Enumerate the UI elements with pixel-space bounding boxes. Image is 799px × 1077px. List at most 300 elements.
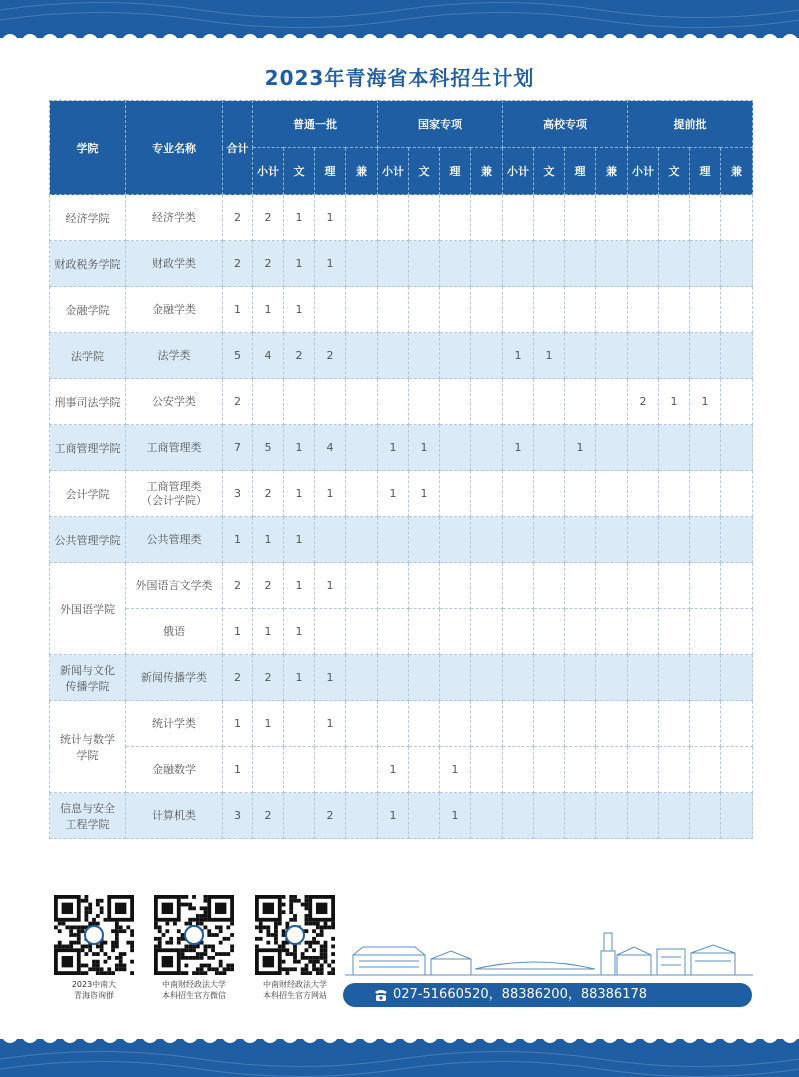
cell-value: [534, 517, 565, 563]
cell-value: 1: [315, 471, 346, 517]
table-row: [50, 517, 753, 563]
cell-value: [690, 333, 721, 379]
cell-value: [659, 655, 690, 701]
cell-value: [503, 655, 534, 701]
cell-value: [721, 425, 753, 471]
cell-major: 工商管理类: [126, 425, 223, 471]
cell-value: [346, 793, 378, 839]
table-row: [50, 287, 753, 333]
qr-caption-line: 2023中南大: [71, 980, 117, 989]
cell-value: 1: [284, 517, 315, 563]
cell-major: 公安学类: [126, 379, 223, 425]
cell-value: [628, 563, 659, 609]
cell-value: [628, 287, 659, 333]
cell-value: [471, 333, 503, 379]
cell-value: 1: [253, 517, 284, 563]
cell-value: [346, 241, 378, 287]
cell-value: [409, 241, 440, 287]
cell-major: 公共管理类: [126, 517, 223, 563]
header-sub-science: 理: [315, 148, 346, 195]
cell-value: [659, 701, 690, 747]
cell-major: 统计学类: [126, 701, 223, 747]
qr-caption: [154, 979, 234, 1001]
cell-value: [596, 425, 628, 471]
cell-value: [378, 195, 409, 241]
cell-value: [534, 287, 565, 333]
cell-value: 1: [284, 471, 315, 517]
cell-value: [534, 655, 565, 701]
cell-value: [471, 379, 503, 425]
header-sub-subtotal: 小计: [253, 148, 284, 195]
cell-value: 4: [315, 425, 346, 471]
cell-total: 1: [223, 517, 253, 563]
cell-value: 1: [315, 241, 346, 287]
cell-value: 1: [284, 287, 315, 333]
cell-value: [565, 333, 596, 379]
cell-value: [659, 287, 690, 333]
cell-value: [440, 287, 471, 333]
cell-value: [503, 563, 534, 609]
cell-value: 1: [253, 609, 284, 655]
cell-value: [471, 747, 503, 793]
header-sub-arts: 文: [659, 148, 690, 195]
cell-value: [471, 793, 503, 839]
table-row: [50, 747, 753, 793]
qr-block-website: [255, 895, 335, 1001]
cell-value: [721, 609, 753, 655]
cell-value: [315, 287, 346, 333]
qr-code-icon: [54, 895, 134, 975]
cell-value: [565, 195, 596, 241]
cell-value: [565, 747, 596, 793]
cell-total: 1: [223, 609, 253, 655]
cell-value: [628, 793, 659, 839]
header-sub-science: 理: [440, 148, 471, 195]
cell-value: [596, 655, 628, 701]
cell-value: [315, 379, 346, 425]
cell-value: [503, 379, 534, 425]
cell-value: [471, 287, 503, 333]
enrollment-plan-table: [49, 100, 753, 839]
cell-total: 2: [223, 563, 253, 609]
cell-value: [378, 379, 409, 425]
cell-value: [721, 333, 753, 379]
cell-value: [565, 471, 596, 517]
cell-value: [471, 517, 503, 563]
cell-value: [440, 655, 471, 701]
cell-value: [659, 609, 690, 655]
cell-value: [503, 517, 534, 563]
table-row: [50, 793, 753, 839]
cell-value: 5: [253, 425, 284, 471]
cell-value: [346, 747, 378, 793]
cell-value: [440, 563, 471, 609]
cell-value: [628, 701, 659, 747]
cell-value: [440, 333, 471, 379]
cell-value: [721, 655, 753, 701]
cell-value: [596, 333, 628, 379]
cell-value: 2: [253, 195, 284, 241]
cell-value: [596, 793, 628, 839]
cell-value: 1: [565, 425, 596, 471]
cell-value: [471, 241, 503, 287]
cell-value: [628, 425, 659, 471]
cell-value: [721, 471, 753, 517]
cell-value: [628, 747, 659, 793]
cell-major: 法学类: [126, 333, 223, 379]
cell-value: [409, 747, 440, 793]
cell-value: [471, 471, 503, 517]
cell-value: 1: [284, 563, 315, 609]
cell-total: 1: [223, 747, 253, 793]
cell-value: [596, 287, 628, 333]
cell-value: [440, 241, 471, 287]
cell-value: [471, 425, 503, 471]
cell-value: [628, 609, 659, 655]
cell-value: [565, 241, 596, 287]
cell-value: 2: [253, 471, 284, 517]
cell-major: 金融学类: [126, 287, 223, 333]
cell-total: 7: [223, 425, 253, 471]
cell-value: [440, 471, 471, 517]
cell-value: [565, 655, 596, 701]
cell-value: [659, 241, 690, 287]
cell-value: 1: [284, 195, 315, 241]
cell-value: 1: [284, 609, 315, 655]
cell-value: 1: [659, 379, 690, 425]
table-row: [50, 241, 753, 287]
table-row: [50, 701, 753, 747]
cell-value: [534, 379, 565, 425]
cell-college: 信息与安全 工程学院: [50, 793, 126, 839]
cell-major: 财政学类: [126, 241, 223, 287]
cell-value: [409, 793, 440, 839]
footer: [0, 895, 799, 1015]
cell-value: [409, 563, 440, 609]
cell-value: 1: [284, 241, 315, 287]
header-sub-arts: 文: [409, 148, 440, 195]
cell-college: 财政税务学院: [50, 241, 126, 287]
cell-college: 经济学院: [50, 195, 126, 241]
cell-value: [378, 701, 409, 747]
cell-value: [690, 287, 721, 333]
cell-value: [721, 701, 753, 747]
header-group-university: 高校专项: [503, 101, 628, 148]
cell-value: [690, 563, 721, 609]
cell-college: 外国语学院: [50, 563, 126, 655]
cell-value: [471, 563, 503, 609]
cell-total: 2: [223, 195, 253, 241]
cell-value: [721, 287, 753, 333]
cell-value: 2: [284, 333, 315, 379]
cell-value: [503, 471, 534, 517]
cell-value: [690, 747, 721, 793]
cell-total: 3: [223, 793, 253, 839]
header-sub-subtotal: 小计: [378, 148, 409, 195]
cell-value: [659, 747, 690, 793]
table-body: [50, 195, 753, 839]
cell-value: [690, 517, 721, 563]
top-decor-band: [0, 0, 799, 38]
cell-value: [378, 609, 409, 655]
cell-college: 统计与数学 学院: [50, 701, 126, 793]
cell-value: [534, 425, 565, 471]
cell-value: [628, 195, 659, 241]
cell-value: 1: [378, 747, 409, 793]
header-group-regular: 普通一批: [253, 101, 378, 148]
cell-value: [534, 701, 565, 747]
qr-caption: [255, 979, 335, 1001]
cell-value: 1: [284, 655, 315, 701]
cell-college: 法学院: [50, 333, 126, 379]
header-group-early: 提前批: [628, 101, 753, 148]
cell-value: [284, 379, 315, 425]
cell-value: [659, 793, 690, 839]
cell-value: [471, 195, 503, 241]
cell-value: [440, 517, 471, 563]
cell-value: [409, 333, 440, 379]
cell-value: [690, 701, 721, 747]
header-sub-both: 兼: [471, 148, 503, 195]
cell-value: [503, 793, 534, 839]
qr-block-qq-group: [54, 895, 134, 1001]
cell-value: [471, 701, 503, 747]
cell-major: 俄语: [126, 609, 223, 655]
cell-value: 1: [503, 425, 534, 471]
cell-value: [503, 609, 534, 655]
top-wave-pattern: [0, 0, 799, 38]
cell-value: 1: [440, 793, 471, 839]
cell-major: 金融数学: [126, 747, 223, 793]
cell-value: [534, 241, 565, 287]
cell-value: [628, 655, 659, 701]
cell-value: 1: [378, 793, 409, 839]
cell-value: [565, 563, 596, 609]
cell-value: [721, 241, 753, 287]
cell-value: [596, 195, 628, 241]
cell-value: 1: [253, 701, 284, 747]
cell-value: 4: [253, 333, 284, 379]
header-total: 合计: [223, 101, 253, 195]
cell-value: [315, 609, 346, 655]
cell-value: [534, 793, 565, 839]
cell-value: [534, 609, 565, 655]
phone-icon: [373, 987, 389, 1003]
cell-major: 计算机类: [126, 793, 223, 839]
cell-value: [378, 333, 409, 379]
cell-value: [534, 471, 565, 517]
header-sub-both: 兼: [596, 148, 628, 195]
table-row: [50, 425, 753, 471]
cell-value: [628, 471, 659, 517]
cell-value: [409, 609, 440, 655]
cell-value: [596, 701, 628, 747]
cell-value: [346, 609, 378, 655]
table-row: [50, 333, 753, 379]
cell-college: 刑事司法学院: [50, 379, 126, 425]
cell-value: [659, 195, 690, 241]
cell-value: [596, 241, 628, 287]
cell-value: [440, 379, 471, 425]
cell-college: 新闻与文化 传播学院: [50, 655, 126, 701]
cell-value: [346, 195, 378, 241]
cell-value: [284, 701, 315, 747]
cell-value: [346, 333, 378, 379]
cell-value: 1: [534, 333, 565, 379]
cell-value: [596, 609, 628, 655]
cell-value: 1: [503, 333, 534, 379]
cell-value: [503, 287, 534, 333]
qr-block-wechat: [154, 895, 234, 1001]
cell-value: [409, 379, 440, 425]
cell-value: 2: [253, 241, 284, 287]
cell-value: [284, 747, 315, 793]
cell-value: [378, 241, 409, 287]
cell-value: [346, 563, 378, 609]
cell-value: [690, 609, 721, 655]
cell-value: [346, 287, 378, 333]
cell-value: [659, 563, 690, 609]
cell-value: [378, 655, 409, 701]
bottom-wave-pattern: [0, 1039, 799, 1077]
cell-value: [565, 287, 596, 333]
qr-code-icon: [154, 895, 234, 975]
cell-value: [628, 517, 659, 563]
cell-value: [565, 609, 596, 655]
cell-value: [628, 241, 659, 287]
cell-value: [690, 655, 721, 701]
cell-value: [378, 563, 409, 609]
header-college: 学院: [50, 101, 126, 195]
cell-college: 工商管理学院: [50, 425, 126, 471]
cell-value: [690, 425, 721, 471]
cell-value: 1: [284, 425, 315, 471]
cell-total: 2: [223, 241, 253, 287]
header-group-national: 国家专项: [378, 101, 503, 148]
table-row: [50, 609, 753, 655]
cell-value: [471, 655, 503, 701]
cell-value: [721, 563, 753, 609]
cell-value: [534, 563, 565, 609]
cell-value: [690, 241, 721, 287]
cell-major: 外国语言文学类: [126, 563, 223, 609]
campus-skyline-illustration: [345, 925, 753, 977]
cell-value: [565, 379, 596, 425]
cell-value: [253, 379, 284, 425]
cell-value: 1: [409, 425, 440, 471]
cell-value: 1: [253, 287, 284, 333]
cell-college: 金融学院: [50, 287, 126, 333]
cell-value: [596, 471, 628, 517]
cell-value: [409, 701, 440, 747]
cell-value: [440, 425, 471, 471]
cell-value: [503, 241, 534, 287]
cell-value: [409, 195, 440, 241]
cell-total: 2: [223, 655, 253, 701]
header-sub-arts: 文: [534, 148, 565, 195]
cell-value: [534, 747, 565, 793]
cell-value: [503, 747, 534, 793]
cell-value: [346, 379, 378, 425]
cell-major: 新闻传播学类: [126, 655, 223, 701]
cell-value: [721, 195, 753, 241]
cell-total: 1: [223, 701, 253, 747]
cell-value: [659, 425, 690, 471]
header-sub-both: 兼: [721, 148, 753, 195]
cell-college: 会计学院: [50, 471, 126, 517]
cell-value: 2: [315, 333, 346, 379]
cell-value: [659, 333, 690, 379]
cell-value: [284, 793, 315, 839]
header-sub-science: 理: [565, 148, 596, 195]
bottom-decor-band: [0, 1039, 799, 1077]
phone-bar: [343, 983, 752, 1007]
cell-total: 3: [223, 471, 253, 517]
cell-value: 1: [690, 379, 721, 425]
header-sub-arts: 文: [284, 148, 315, 195]
cell-value: [565, 793, 596, 839]
qr-caption-line: 本科招生官方微信: [162, 991, 226, 1000]
cell-value: [440, 195, 471, 241]
header-major: 专业名称: [126, 101, 223, 195]
cell-value: [409, 655, 440, 701]
cell-value: [346, 655, 378, 701]
cell-value: [721, 793, 753, 839]
cell-value: [596, 517, 628, 563]
cell-value: [346, 701, 378, 747]
cell-value: [346, 425, 378, 471]
header-sub-subtotal: 小计: [628, 148, 659, 195]
cell-value: [596, 747, 628, 793]
cell-total: 5: [223, 333, 253, 379]
cell-value: 1: [378, 425, 409, 471]
qr-caption: [54, 979, 134, 1001]
cell-value: [378, 287, 409, 333]
cell-major: 工商管理类 （会计学院）: [126, 471, 223, 517]
header-sub-both: 兼: [346, 148, 378, 195]
table-row: [50, 379, 753, 425]
table-row: [50, 471, 753, 517]
table-row: [50, 563, 753, 609]
cell-value: [690, 195, 721, 241]
cell-value: 1: [315, 655, 346, 701]
cell-value: [503, 701, 534, 747]
qr-code-icon: [255, 895, 335, 975]
cell-value: [440, 701, 471, 747]
cell-value: [315, 517, 346, 563]
cell-value: 1: [315, 563, 346, 609]
cell-value: [440, 609, 471, 655]
cell-value: [409, 517, 440, 563]
cell-value: 2: [253, 793, 284, 839]
header-sub-science: 理: [690, 148, 721, 195]
qr-caption-line: 本科招生官方网站: [263, 991, 327, 1000]
table-row: [50, 195, 753, 241]
cell-value: [253, 747, 284, 793]
cell-value: [690, 793, 721, 839]
page-title: 2023年青海省本科招生计划: [264, 66, 535, 90]
cell-value: 2: [253, 655, 284, 701]
table-row: [50, 655, 753, 701]
cell-value: 2: [315, 793, 346, 839]
cell-value: [628, 333, 659, 379]
cell-value: 1: [440, 747, 471, 793]
cell-value: [409, 287, 440, 333]
cell-value: 1: [409, 471, 440, 517]
cell-value: 2: [253, 563, 284, 609]
cell-value: [596, 563, 628, 609]
cell-value: [659, 471, 690, 517]
